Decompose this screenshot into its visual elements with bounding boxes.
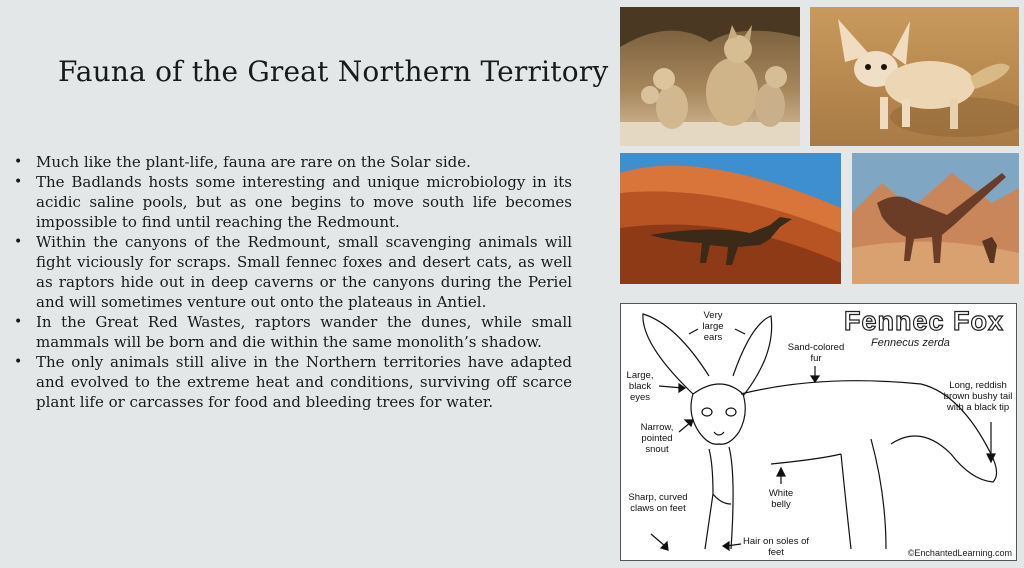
- bullet-item: • In the Great Red Wastes, raptors wander the dunes, while small mammals will be born and die within the same monolith’s shadow.: [14, 312, 572, 352]
- bullet-item: • The only animals still alive in the Northern territories have adapted and evolved to the extreme heat and conditions, surviving off scarce plant life or carcasses for food and bleeding trees for water.: [14, 352, 572, 412]
- label-tail: Long, reddish brown bushy tail with a black tip: [943, 380, 1013, 413]
- label-fur: Sand-colored fur: [787, 342, 845, 364]
- diagram-title: Fennec Fox: [843, 306, 1004, 336]
- slide-title: Fauna of the Great Northern Territory: [58, 55, 609, 88]
- bullet-list: [14, 152, 572, 412]
- bullet-item: • The Badlands hosts some interesting and unique microbiology in its acidic saline pools, but as one begins to move south life becomes impossible to find until reaching the Redmount.: [14, 172, 572, 232]
- bullet-item: • Much like the plant-life, fauna are rare on the Solar side.: [14, 152, 572, 172]
- raptor-dune-photo: [620, 153, 841, 284]
- label-claws: Sharp, curved claws on feet: [628, 492, 688, 514]
- label-belly: White belly: [768, 488, 794, 510]
- raptors-illustration: [852, 153, 1019, 284]
- label-ears: Very large ears: [702, 310, 724, 343]
- label-soles: Hair on soles of feet: [743, 536, 810, 558]
- bullet-item: • Within the canyons of the Redmount, small scavenging animals will fight viciously for scraps. Small fennec foxes and desert cats, as well as raptors hide out in deep caverns or the canyons during the Periel and will sometimes venture out onto the plateaus in Antiel.: [14, 232, 572, 312]
- credit: ©EnchantedLearning.com: [907, 548, 1012, 558]
- fennec-fox-diagram: [620, 303, 1017, 561]
- label-eyes: Large, black eyes: [626, 370, 654, 403]
- label-snout: Narrow, pointed snout: [640, 422, 674, 455]
- sand-cats-photo: [620, 7, 800, 146]
- fennec-fox-photo: [810, 7, 1019, 146]
- scientific-name: Fennecus zerda: [871, 337, 950, 349]
